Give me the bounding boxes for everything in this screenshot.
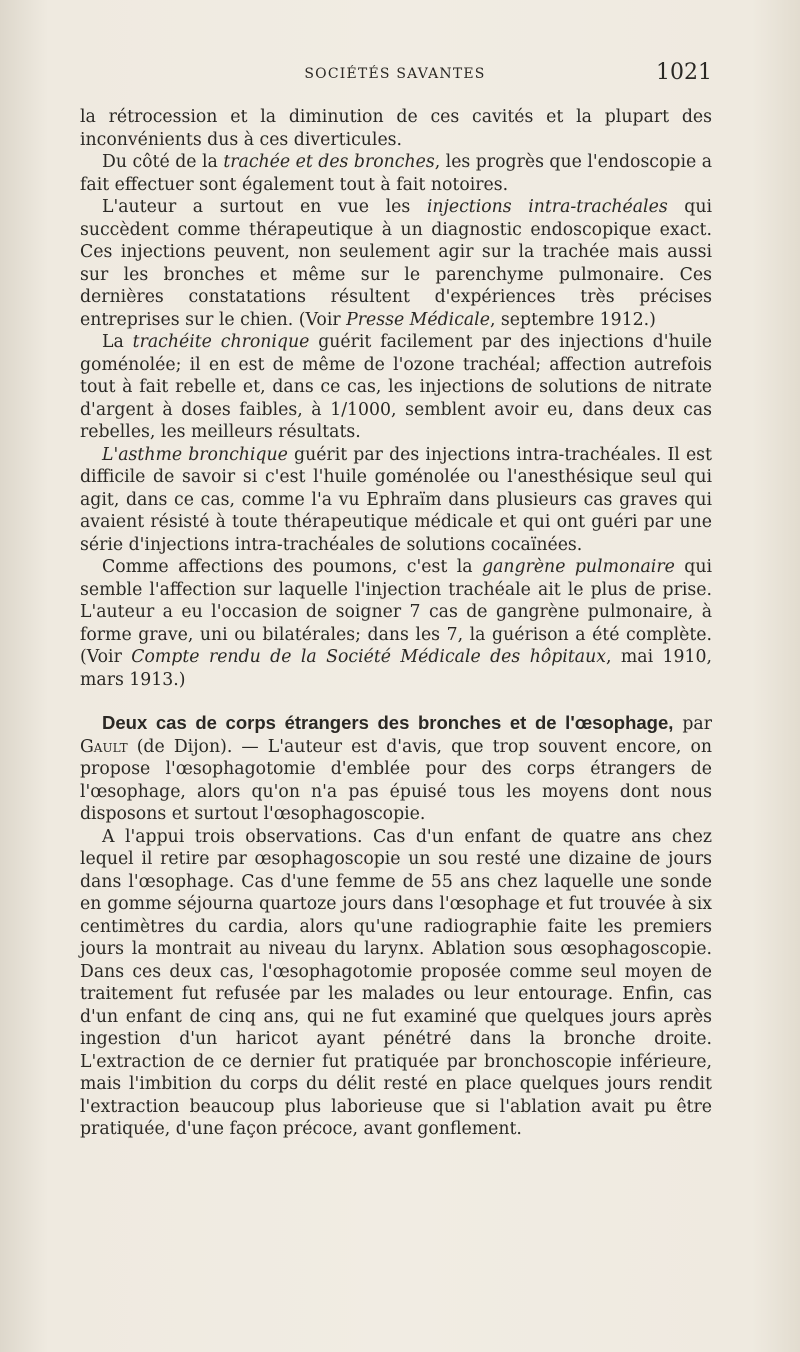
text-run: Du côté de la: [102, 152, 224, 172]
author-name: Gault: [80, 736, 128, 757]
page-number: 1021: [656, 60, 712, 85]
paragraph-corps-etrangers: [80, 712, 712, 826]
section-heading: Deux cas de corps étrangers des bronches et de l'œsophage,: [102, 712, 674, 733]
italic-run: L'asthme bronchique: [102, 444, 288, 465]
paragraph-continuation: la rétrocession et la diminution de ces cavités et la plupart des inconvénients dus à ces diverticules.: [80, 107, 712, 150]
body-text: [80, 106, 712, 1141]
paragraph-injections: [80, 196, 712, 331]
paragraph-observations: A l'appui trois observations. Cas d'un enfant de quatre ans chez lequel il retire par œsophagoscopie un sou resté une dizaine de jours dans l'œsophage. Cas d'une femme de 55 ans chez laquelle une sonde en gomme séjourna quartoze jours dans l'œsophage et fut trouvée à six centimètres du cardia, alors qu'une radiographie faite les premiers jours la montrait au niveau du larynx. Ablation sous œsophagoscopie. Dans ces deux cas, l'œsophagotomie proposée comme seul moyen de traitement fut refusée par les malades ou leur entourage. Enfin, cas d'un enfant de cinq ans, qui ne fut examiné que quelques jours après ingestion d'un haricot ayant pénétré dans la bronche droite. L'extraction de ce dernier fut pratiquée par bronchoscopie inférieure, mais l'imbition du corps du délit resté en place quelques jours rendit l'extraction beaucoup plus laborieuse que si l'ablation avait pu être pratiquée, d'une façon précoce, avant gonflement.: [80, 826, 712, 1139]
text-run: (de Dijon). — L'auteur est d'avis, que trop souvent encore, on propose l'œsophagotomie d'emblée pour des corps étrangers de l'œsophage, alors qu'on n'a pas épuisé tous les moyens dont nous disposons et surtout l'œsophagoscopie.: [80, 736, 712, 824]
text-run: Comme affections des poumons, c'est la: [102, 557, 483, 577]
italic-run: Presse Médicale: [346, 309, 490, 330]
page-header: [78, 60, 712, 90]
text-run: guérit par des injections intra-trachéales. Il est difficile de savoir si c'est l'huile goménolée ou l'anesthésique seul qui agit, dans ce cas, comme l'a vu Ephraïm dans plusieurs cas graves qui avaient résisté à toute thérapeutique médicale et qui ont guéri par une série d'injections intra-trachéales de solutions cocaïnées.: [80, 444, 712, 555]
text-run: , mai 1910, mars 1913.): [80, 647, 712, 690]
paragraph-asthme: [80, 444, 712, 557]
paragraph-tracheite: [80, 331, 712, 444]
text-run: La: [102, 332, 133, 352]
text-run: guérit facilement par des injections d'huile goménolée; il en est de même de l'ozone trachéal; affection autrefois tout à fait rebelle et, dans ce cas, les injections de solutions de nitrate d'argent à doses faibles, à 1/1000, semblent avoir eu, dans deux cas rebelles, les meilleurs résultats.: [80, 332, 712, 442]
italic-run: injections intra-trachéales: [426, 197, 668, 217]
italic-run: Compte rendu de la Société Médicale des hôpitaux: [131, 647, 606, 667]
text-run: , septembre 1912.): [489, 309, 656, 330]
text-run: , les progrès que l'endoscopie a fait effectuer sont également tout à fait notoires.: [80, 152, 713, 195]
italic-run: trachéite chronique: [132, 332, 310, 352]
text-run: qui semble l'affection sur laquelle l'injection trachéale ait le plus de prise. L'auteur a eu l'occasion de soigner 7 cas de gangrène pulmonaire, à forme grave, uni ou bilatérales; dans les 7, la guérison a été complète. (Voir: [80, 557, 712, 667]
italic-run: gangrène pulmonaire: [482, 557, 675, 577]
section-spacer: [80, 691, 712, 712]
text-run: par: [673, 714, 712, 734]
text-run: qui succèdent comme thérapeutique à un diagnostic endoscopique exact. Ces injections peuvent, non seulement agir sur la trachée mais aussi sur les bronches et même sur le parenchyme pulmonaire. Ces dernières constatations résultent d'expériences très précises entreprises sur le chien. (Voir: [80, 197, 712, 330]
text-run: L'auteur a surtout en vue les: [102, 197, 427, 217]
italic-run: trachée et des bronches: [223, 152, 435, 172]
running-title: SOCIÉTÉS SAVANTES: [304, 66, 486, 82]
paragraph-gangrene: [80, 556, 712, 691]
paragraph-trachee: [80, 151, 712, 196]
